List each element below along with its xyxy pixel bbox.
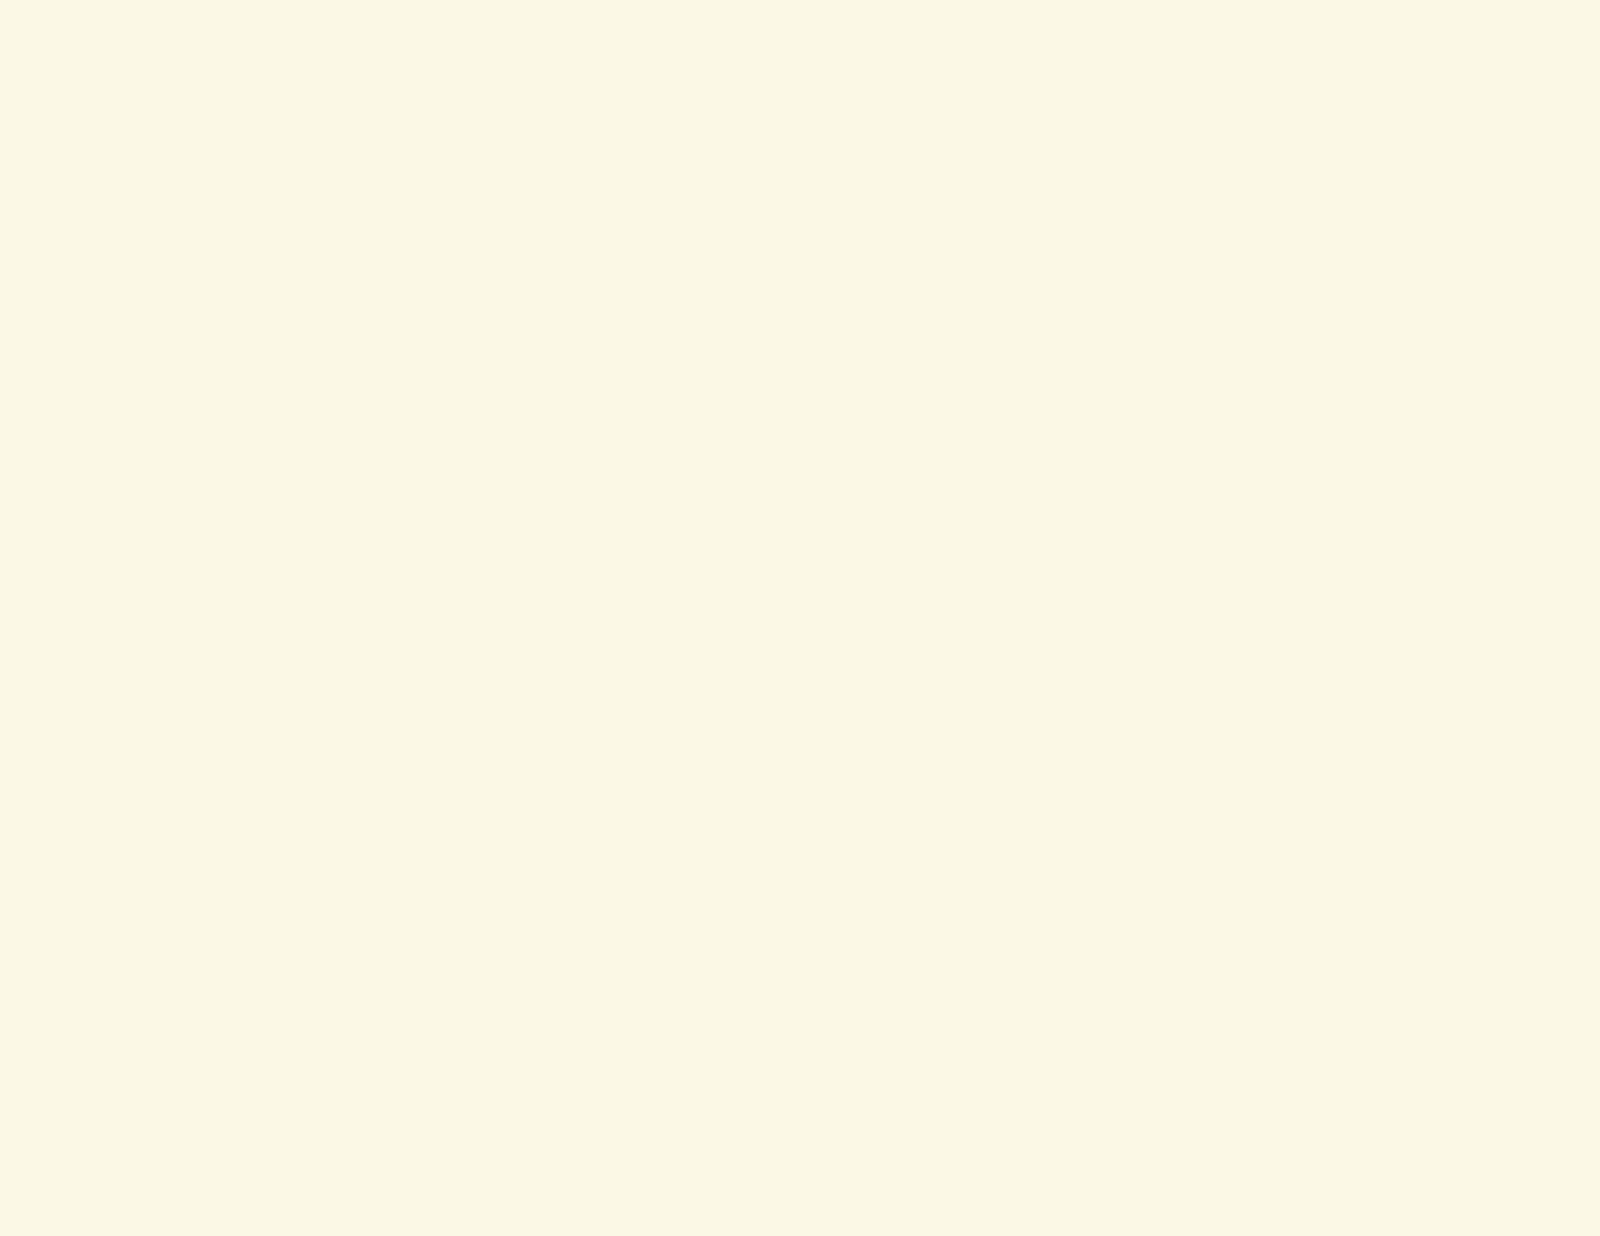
page-number-text (782, 40, 818, 80)
page-number (0, 40, 1600, 80)
